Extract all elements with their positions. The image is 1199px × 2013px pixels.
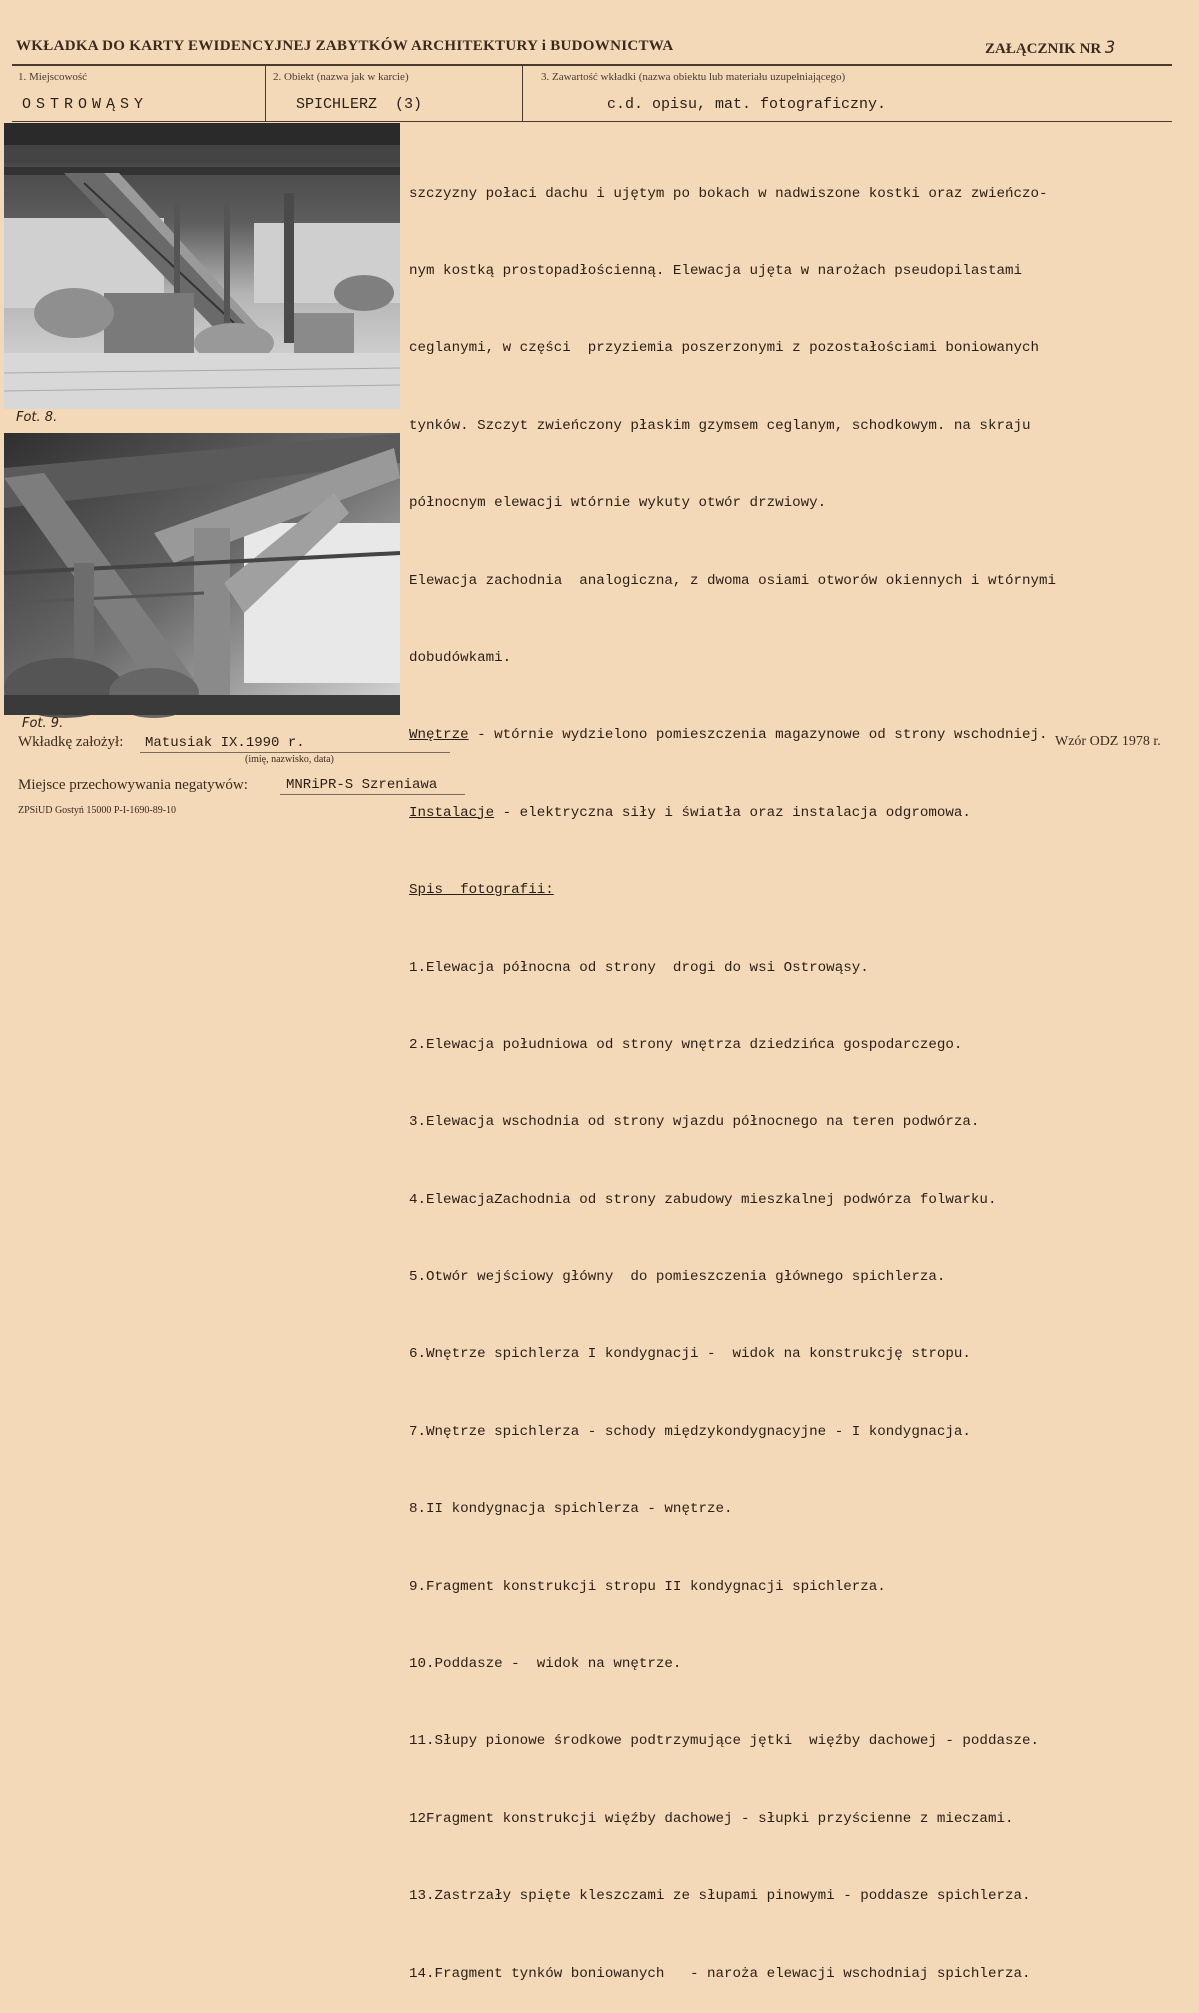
description-line: tynków. Szczyt zwieńczony płaskim gzymsem ceglanym, schodkowym. na skraju <box>409 417 1031 434</box>
header-rule <box>12 64 1172 66</box>
description-line: ceglanymi, w części przyziemia poszerzonymi z pozostałościami boniowanych <box>409 340 1040 357</box>
installations-line <box>409 801 1189 827</box>
interior-text: - wtórnie wydzielono pomieszczenia magazynowe od strony wschodniej. <box>468 727 1048 744</box>
photo-list-item: 10.Poddasze - widok na wnętrze. <box>409 1656 682 1673</box>
founder-label: Wkładkę założył: <box>18 734 124 750</box>
photo-stairs-image <box>4 123 400 409</box>
negatives-dotted-line <box>280 794 465 795</box>
form-title: WKŁADKA DO KARTY EWIDENCYJNEJ ZABYTKÓW ARCHITEKTURY i BUDOWNICTWA <box>16 38 674 54</box>
annex-label-text: ZAŁĄCZNIK NR <box>985 41 1102 57</box>
photo-list-item: 6.Wnętrze spichlerza I kondygnacji - widok na konstrukcję stropu. <box>409 1346 971 1363</box>
object-label: 2. Obiekt (nazwa jak w karcie) <box>273 71 409 83</box>
photo-roof-truss <box>4 433 400 715</box>
annex-number: 3 <box>1105 38 1116 58</box>
photo-caption-8: Fot. 8. <box>16 410 58 425</box>
photo-list-item: 9.Fragment konstrukcji stropu II kondygnacji spichlerza. <box>409 1578 886 1595</box>
photo-list-item: 7.Wnętrze spichlerza - schody międzykondygnacyjne - I kondygnacja. <box>409 1423 971 1440</box>
negatives-label: Miejsce przechowywania negatywów: <box>18 777 248 793</box>
photo-list-item: 5.Otwór wejściowy główny do pomieszczenia głównego spichlerza. <box>409 1269 946 1286</box>
locality-value: OSTROWĄSY <box>22 96 149 113</box>
installations-text: - elektryczna siły i światła oraz instalacja odgromowa. <box>494 804 971 821</box>
photo-list-heading <box>409 878 1189 904</box>
photo-stairs-interior <box>4 123 400 409</box>
photo-list-item: 12Fragment konstrukcji więźby dachowej - słupki przyścienne z mieczami. <box>409 1810 1014 1827</box>
photo-list-item: 8.II kondygnacja spichlerza - wnętrze. <box>409 1501 733 1518</box>
photo-list-item: 11.Słupy pionowe środkowe podtrzymujące jętki więźby dachowej - poddasze. <box>409 1733 1040 1750</box>
description-text <box>409 130 1189 2013</box>
content-label: 3. Zawartość wkładki (nazwa obiektu lub materiału uzupełniającego) <box>541 71 846 83</box>
photo-list-item: 3.Elewacja wschodnia od strony wjazdu północnego na teren podwórza. <box>409 1114 980 1131</box>
fields-rule <box>12 121 1172 122</box>
photo-truss-image <box>4 433 400 715</box>
description-line: dobudówkami. <box>409 649 512 666</box>
interior-heading: Wnętrze <box>409 727 469 744</box>
content-value: c.d. opisu, mat. fotograficzny. <box>607 96 887 113</box>
locality-label: 1. Miejscowość <box>18 71 88 83</box>
field-divider-1 <box>265 66 266 122</box>
description-line: Elewacja zachodnia analogiczna, z dwoma osiami otworów okiennych i wtórnymi <box>409 572 1057 589</box>
installations-heading: Instalacje <box>409 804 495 821</box>
photo-list-item: 2.Elewacja południowa od strony wnętrza dziedzińca gospodarczego. <box>409 1036 963 1053</box>
founder-sub-label: (imię, nazwisko, data) <box>245 754 334 765</box>
photo-list-item: 1.Elewacja północna od strony drogi do wsi Ostrowąsy. <box>409 959 869 976</box>
founder-dotted-line <box>140 752 450 753</box>
description-line: szczyzny połaci dachu i ujętym po bokach w nadwiszone kostki oraz zwieńczo- <box>409 185 1048 202</box>
object-value: SPICHLERZ (3) <box>296 96 423 113</box>
photo-caption-9: Fot. 9. <box>22 716 64 731</box>
photo-list-item: 4.ElewacjaZachodnia od strony zabudowy mieszkalnej podwórza folwarku. <box>409 1191 997 1208</box>
field-divider-2 <box>522 66 523 122</box>
annex-label <box>985 38 1115 58</box>
founder-value: Matusiak IX.1990 r. <box>145 735 305 751</box>
photo-list-heading-text: Spis fotografii: <box>409 882 554 899</box>
form-model: Wzór ODZ 1978 r. <box>1055 734 1161 749</box>
photo-list-item: 13.Zastrzały spięte kleszczami ze słupami pinowymi - poddasze spichlerza. <box>409 1888 1031 1905</box>
negatives-value: MNRiPR-S Szreniawa <box>286 777 438 793</box>
description-line: północnym elewacji wtórnie wykuty otwór drzwiowy. <box>409 495 827 512</box>
photo-list-item: 14.Fragment tynków boniowanych - naroża elewacji wschodniaj spichlerza. <box>409 1965 1031 1982</box>
description-line: nym kostką prostopadłościenną. Elewacja ujęta w narożach pseudopilastami <box>409 262 1022 279</box>
printer-imprint: ZPSiUD Gostyń 15000 P-I-1690-89-10 <box>18 805 177 816</box>
